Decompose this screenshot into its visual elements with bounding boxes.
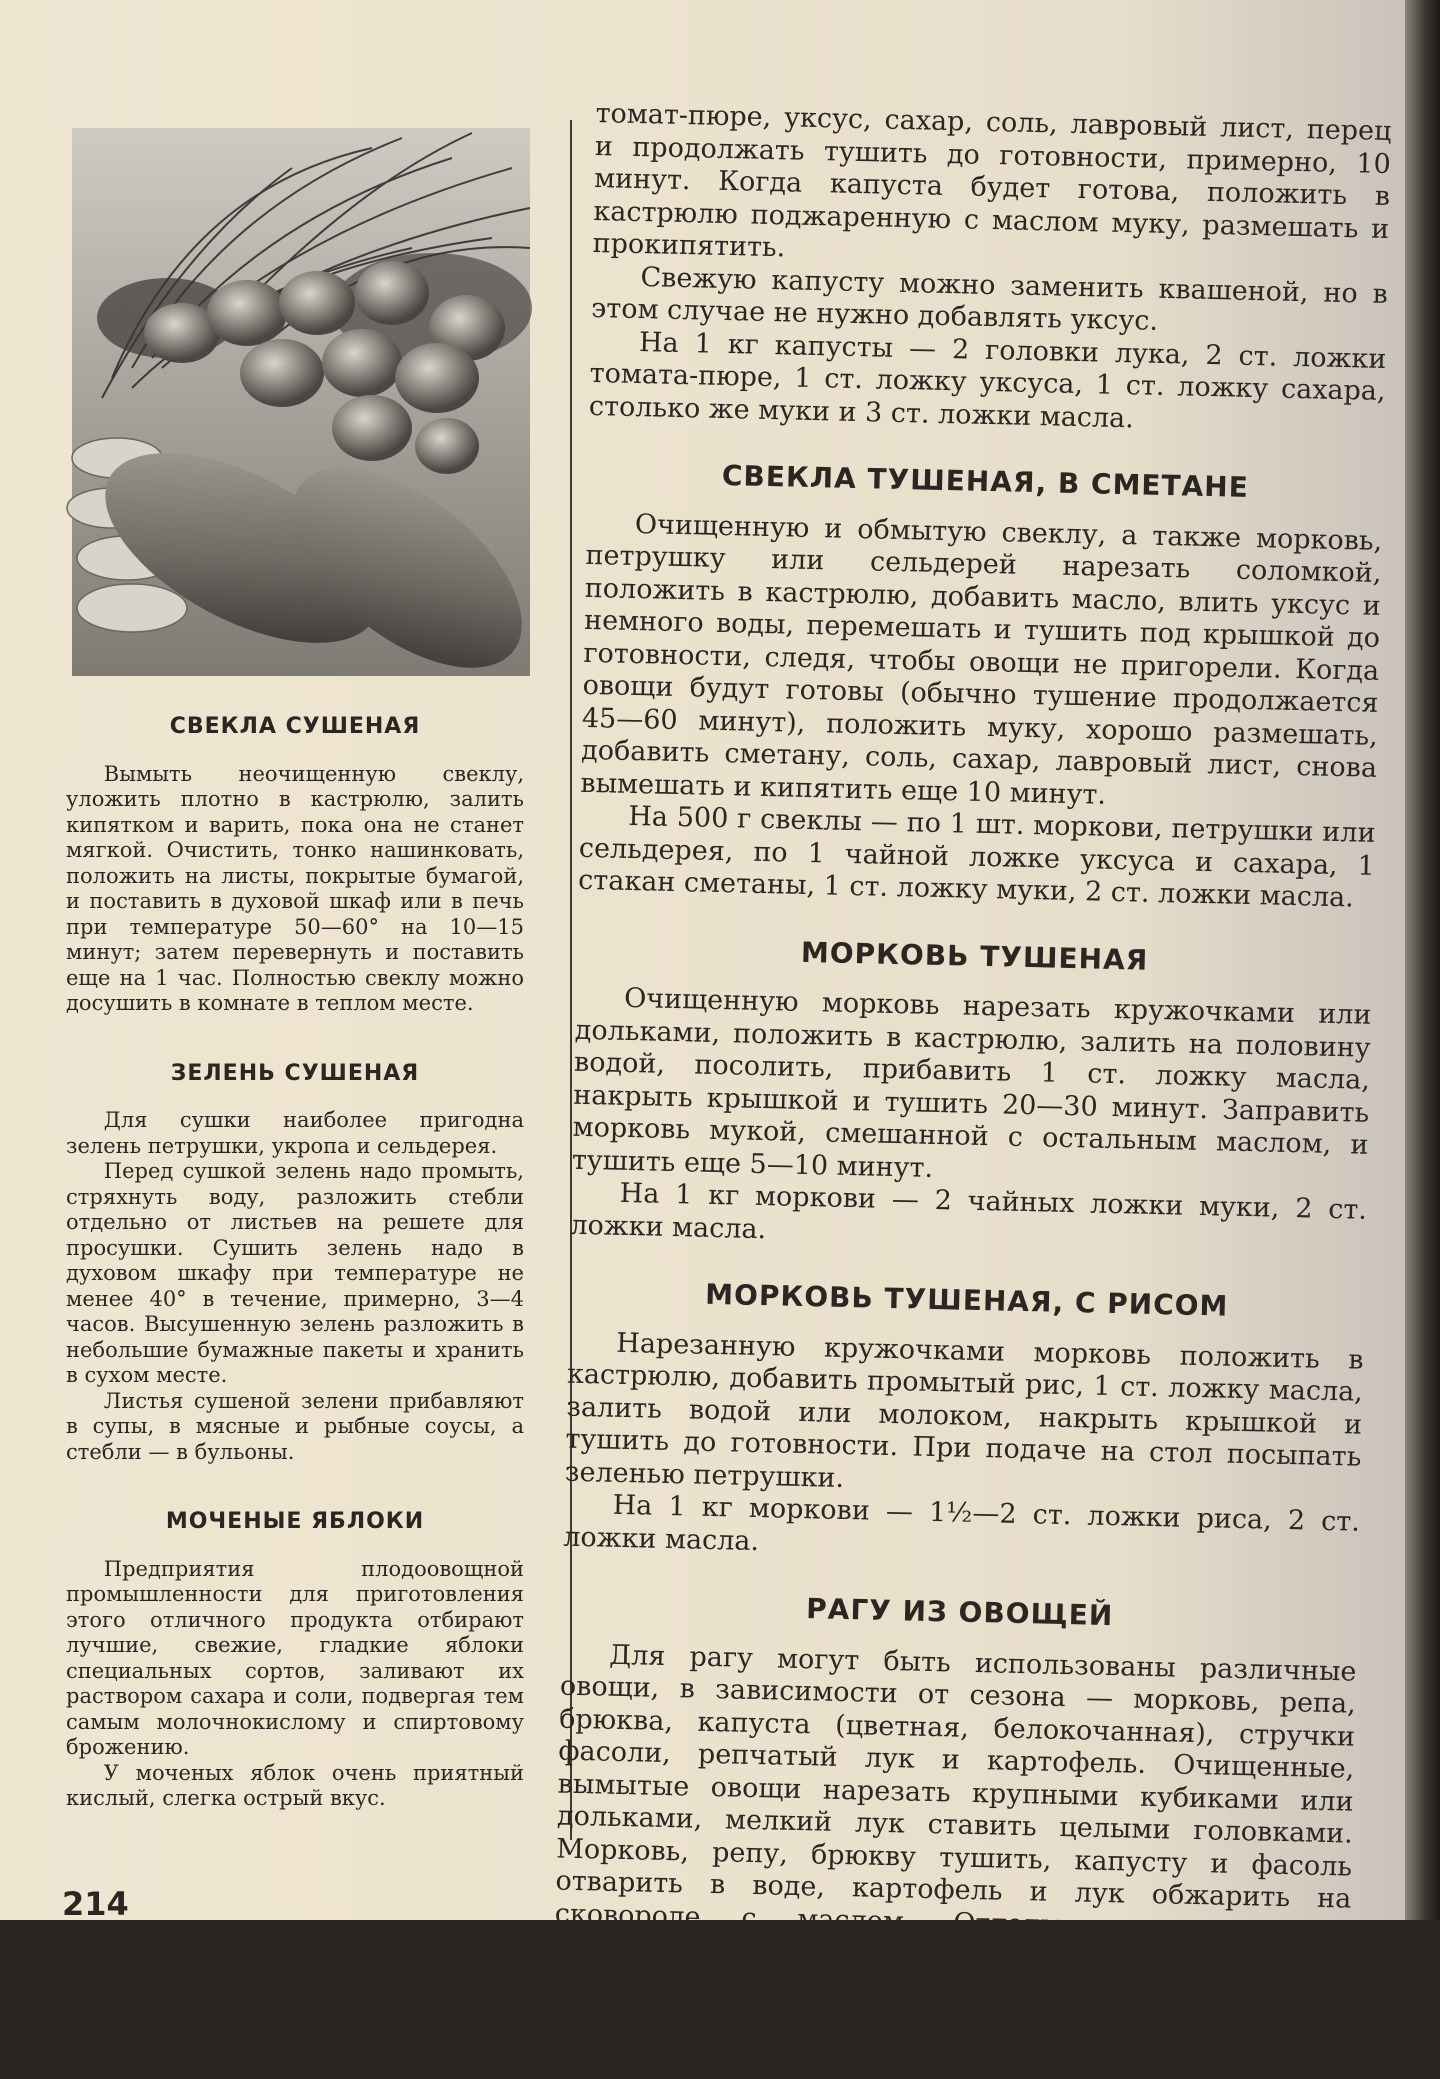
section-title-carrot-with-rice: МОРКОВЬ ТУШЕНАЯ, С РИСОМ [704, 1277, 1229, 1323]
section-title-stewed-beet: СВЕКЛА ТУШЕНАЯ, В СМЕТАНЕ [721, 458, 1250, 504]
vegetables-photo [72, 128, 530, 676]
paragraph: Перед сушкой зелень надо промыть, стряхнуть воду, разложить стебли отдельно от листьев на решете для просушки. Сушить зелень надо в духовом шкафу при температуре не менее 40° в течение, примерно, 3—4 часов. Высушенную зелень разложить в небольшие бумажные пакеты и хранить в сухом месте. [66, 1159, 524, 1387]
paragraph: На 1 кг моркови — 1½—2 ст. ложки риса, 2 ст. ложки масла. [563, 1489, 1361, 1557]
section-title-stewed-carrot: МОРКОВЬ ТУШЕНАЯ [800, 935, 1149, 977]
left-column [66, 700, 524, 1812]
page-number: 214 [62, 1885, 129, 1923]
paragraph: Для рагу могут быть использованы различные овощи, в зависимости от сезона — морковь, репа, брюква, капуста (цветная, белокочанная), стручки фасоли, репчатый лук и картофель. Очищенные, вымытые овощи нарезать крупными кубиками или дольками, мелкий лук ставить целыми головками. Морковь, репу, брюкву тушить, капусту и фасоль отварить в воде, картофель и лук обжарить на сковороде с маслом. Отдельно на сковороде поджарить муку, развести отваром от тушеных или отварных овощей, прибавить мелко нарезанные помидоры или томат-пюре и прокипятить. Приготовленным соусом за- [551, 1639, 1357, 2069]
paragraph: Очищенную морковь нарезать кружочками или дольками, положить в кастрюлю, залить на половину водой, посолить, прибавить 1 ст. ложку масла, накрыть крышкой и тушить 20—30 минут. Заправить морковь мукой, смешанной с остальным маслом, и тушить еще 5—10 минут. [571, 982, 1372, 1184]
section-title-dried-greens: ЗЕЛЕНЬ СУШЕНАЯ [170, 1060, 420, 1086]
paragraph: Для сушки наиболее пригодна зелень петрушки, укропа и сельдерея. [66, 1108, 524, 1158]
section-title-vegetable-ragout: РАГУ ИЗ ОВОЩЕЙ [805, 1592, 1114, 1633]
paragraph: томат-пюре, уксус, сахар, соль, лавровый лист, перец и продолжать тушить до готовности, примерно, 10 минут. Когда капуста будет готова, положить в кастрюлю поджаренную с маслом муку, размешать и прокипятить. [592, 98, 1392, 264]
paragraph: Предприятия плодоовощной промышленности для приготовления этого отличного продукта отбирают лучшие, свежие, гладкие яблоки специальных сортов, заливают их раствором сахара и соли, подвергая тем самым молочнокислому и спиртовому брожению. [66, 1556, 524, 1759]
section-title-soaked-apples: МОЧЕНЫЕ ЯБЛОКИ [165, 1509, 425, 1534]
paragraph: Очищенную и обмытую свеклу, а также морковь, петрушку или сельдерей нарезать соломкой, положить в кастрюлю, добавить масло, влить уксус и немного воды, перемешать и тушить под крышкой до готовности, следя, чтобы овощи не пригорели. Когда овощи будут готовы (обычно тушение продолжается 45—60 минут), положить муку, хорошо размешать, добавить сметану, соль, сахар, лавровый лист, снова вымешать и кипятить еще 10 минут. [580, 508, 1383, 811]
paragraph: На 1 кг капусты — 2 головки лука, 2 ст. ложки томата-пюре, 1 ст. ложку уксуса, 1 ст. ложку сахара, столько же муки и 3 ст. ложки масла. [588, 326, 1387, 434]
vegetables-illustration [72, 128, 530, 676]
paragraph: На 500 г свеклы — по 1 шт. моркови, петрушки или сельдерея, по 1 чайной ложке уксуса и сахара, 1 стакан сметаны, 1 ст. ложку муки, 2 ст. ложки масла. [577, 800, 1376, 914]
paragraph: Вымыть неочищенную свеклу, уложить плотно в кастрюлю, залить кипятком и варить, пока она не станет мягкой. Очистить, тонко нашинковать, положить на листы, покрытые бумагой, и поставить в духовой шкаф или в печь при температуре 50—60° на 10—15 минут; затем перевернуть и поставить еще на 1 час. Полностью свеклу можно досушить в комнате в теплом месте. [66, 761, 524, 1015]
paragraph: На 1 кг моркови — 2 чайных ложки муки, 2 ст. ложки масла. [570, 1177, 1368, 1245]
paragraph: Нарезанную кружочками морковь положить в кастрюлю, добавить промытый рис, 1 ст. ложку масла, залить водой или молоком, накрыть крышкой и тушить до готовности. При подаче на стол посыпать зеленью петрушки. [564, 1327, 1364, 1494]
book-edge [1405, 0, 1440, 1920]
right-column [551, 98, 1392, 2069]
paragraph: Свежую капусту можно заменить квашеной, но в этом случае не нужно добавлять уксус. [590, 261, 1389, 337]
paragraph: У моченых яблок очень приятный кислый, слегка острый вкус. [66, 1760, 524, 1810]
section-title-dried-beet: СВЕКЛА СУШЕНАЯ [169, 714, 421, 739]
paragraph: Листья сушеной зелени прибавляют в супы, в мясные и рыбные соусы, а стебли — в бульоны. [66, 1388, 524, 1464]
